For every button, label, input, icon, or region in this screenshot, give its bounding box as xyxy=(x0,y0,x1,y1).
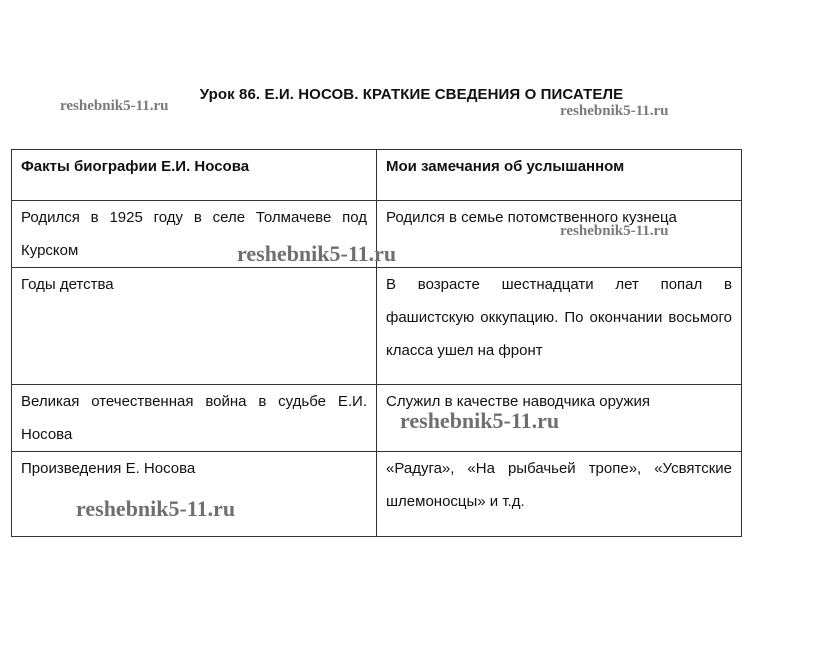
table-cell: Служил в качестве наводчика оружия xyxy=(377,385,742,452)
table-row xyxy=(12,385,742,452)
table-header-row xyxy=(12,150,742,201)
table-row xyxy=(12,268,742,385)
watermark: reshebnik5-11.ru xyxy=(400,408,560,433)
watermark: reshebnik5-11.ru xyxy=(76,496,236,521)
biography-table xyxy=(11,149,742,537)
table-cell: Великая отечественная война в судьбе Е.И. Носова xyxy=(12,385,377,452)
watermark: reshebnik5-11.ru xyxy=(60,98,169,114)
page-title: Урок 86. Е.И. НОСОВ. КРАТКИЕ СВЕДЕНИЯ О ПИСАТЕЛЕ xyxy=(199,86,624,103)
watermark: reshebnik5-11.ru xyxy=(560,103,669,119)
table-cell: В возрасте шестнадцати лет попал в фашистскую оккупацию. По окончании восьмого класса ушел на фронт xyxy=(377,268,742,385)
table-cell: Произведения Е. Носова xyxy=(12,452,377,537)
header-cell-facts: Факты биографии Е.И. Носова xyxy=(12,150,377,201)
header-cell-notes: Мои замечания об услышанном xyxy=(377,150,742,201)
watermark: reshebnik5-11.ru xyxy=(237,241,397,266)
table-row xyxy=(12,452,742,537)
table-cell: Годы детства xyxy=(12,268,377,385)
table-cell: Родился в 1925 году в селе Толмачеве под Курском xyxy=(12,201,377,268)
table-cell: «Радуга», «На рыбачьей тропе», «Усвятские шлемоносцы» и т.д. xyxy=(377,452,742,537)
watermark: reshebnik5-11.ru xyxy=(560,223,669,239)
table-cell: Родился в семье потомственного кузнеца xyxy=(377,201,742,268)
